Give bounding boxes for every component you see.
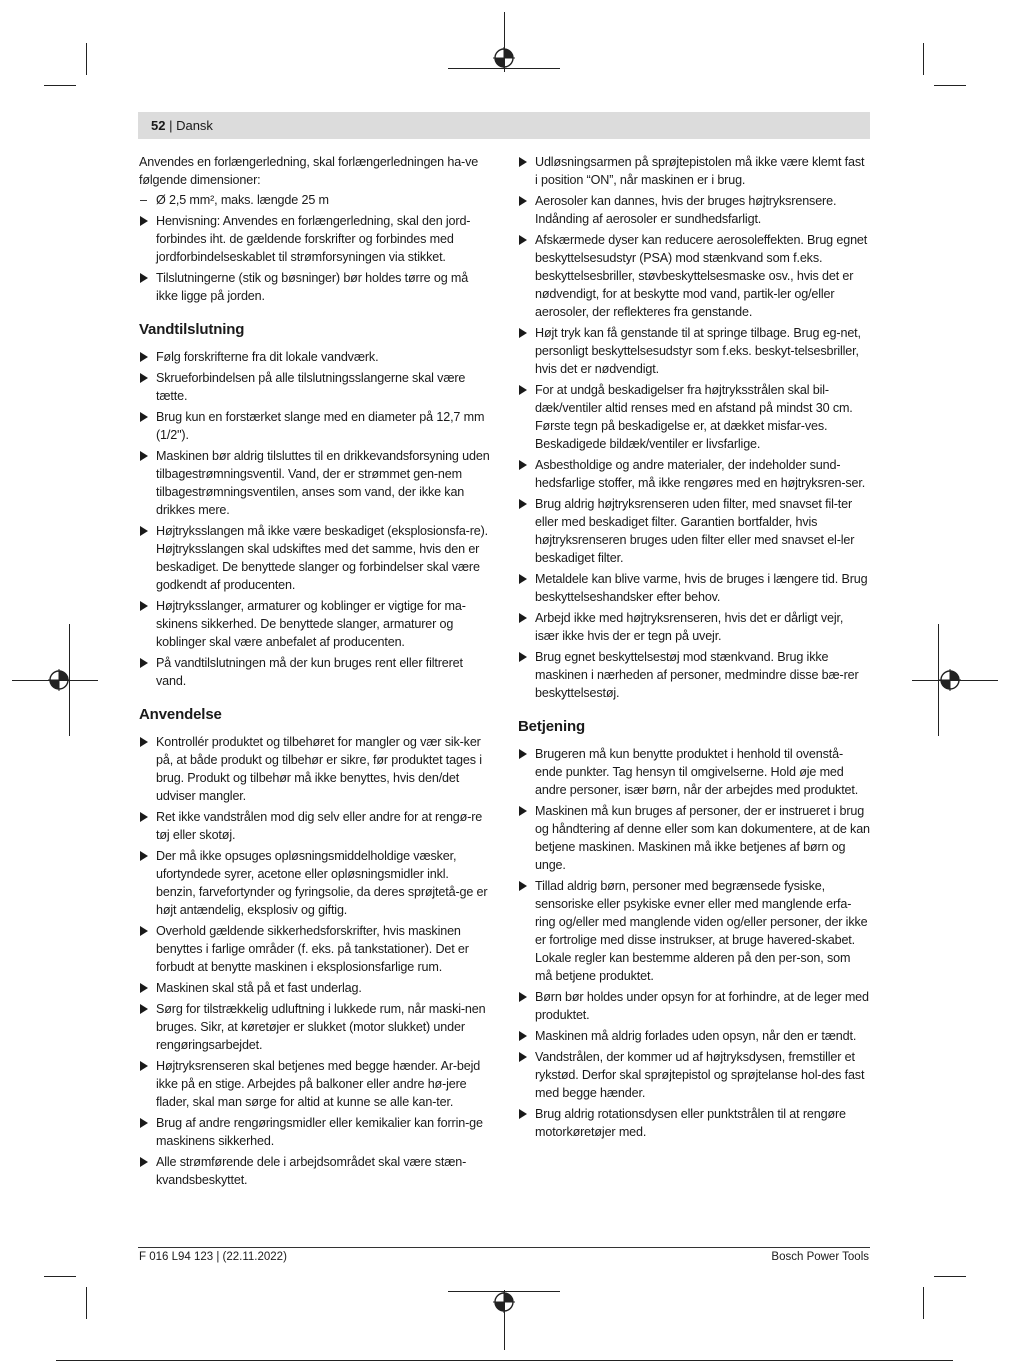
- item-text: Brug egnet beskyttelsestøj mod stænkvand. Brug ikke maskinen i nærheden af personer, medmindre disse bæ-rer beskyttelsestøj.: [535, 650, 859, 700]
- dash-item: [139, 191, 491, 209]
- bullet-item: [518, 456, 870, 492]
- triangle-bullet-icon: [140, 658, 148, 668]
- bullet-item: [518, 381, 870, 453]
- triangle-bullet-icon: [140, 216, 148, 226]
- triangle-bullet-icon: [140, 273, 148, 283]
- triangle-bullet-icon: [519, 1109, 527, 1119]
- triangle-bullet-icon: [519, 196, 527, 206]
- bullet-item: [139, 1000, 491, 1054]
- item-text: Brug af andre rengøringsmidler eller kemikalier kan forrin-ge maskinens sikkerhed.: [156, 1116, 483, 1148]
- triangle-bullet-icon: [140, 352, 148, 362]
- crop-mark: [86, 1287, 87, 1319]
- registration-target-icon: [493, 1291, 515, 1313]
- bullet-item: [139, 847, 491, 919]
- item-text: Metaldele kan blive varme, hvis de bruges i længere tid. Brug beskyttelseshandsker efter behov.: [535, 572, 868, 604]
- item-text: For at undgå beskadigelser fra højtryksstrålen skal bil-dæk/ventiler altid renses med en afstand på mindst 30 cm. Første tegn på beskadigelse er, at dækket misfar-ves. Beskadigede bildæk/ventiler er livsfarlige.: [535, 383, 853, 451]
- page-header: [138, 112, 870, 139]
- bullet-item: [518, 1048, 870, 1102]
- bullet-item: [518, 570, 870, 606]
- bullet-item: [139, 212, 491, 266]
- crop-mark: [86, 43, 87, 75]
- triangle-bullet-icon: [140, 1118, 148, 1128]
- item-text: Asbestholdige og andre materialer, der indeholder sund-hedsfarlige stoffer, må ikke rengøres med en højtryksren-ser.: [535, 458, 866, 490]
- item-text: På vandtilslutningen må der kun bruges rent eller filtreret vand.: [156, 656, 463, 688]
- item-text: Sørg for tilstrækkelig udluftning i lukkede rum, når maski-nen bruges. Sikr, at køretøjer er slukket (motor slukket) under rengøringsarbejdet.: [156, 1002, 486, 1052]
- left-column: [139, 153, 491, 1192]
- footer-brand: Bosch Power Tools: [771, 1251, 869, 1263]
- item-text: Maskinen må aldrig forlades uden opsyn, når den er tændt.: [535, 1029, 857, 1043]
- bullet-item: [139, 979, 491, 997]
- item-text: Maskinen må kun bruges af personer, der er instrueret i brug og håndtering af denne eller som kan dokumentere, at de kan betjene maskinen. Maskinen må ikke betjenes af børn og unge.: [535, 804, 870, 872]
- bullet-item: [518, 324, 870, 378]
- item-text: Ret ikke vandstrålen mod dig selv eller andre for at rengø-re tøj eller skotøj.: [156, 810, 483, 842]
- item-text: Maskinen bør aldrig tilsluttes til en drikkevandsforsyning uden tilbagestrømningsventil. Vand, der er strømmet gen-nem tilbagestrømningsventilen, anses som vand, der ikke kan drikkes mere.: [156, 449, 490, 517]
- triangle-bullet-icon: [140, 737, 148, 747]
- item-text: Højtryksslanger, armaturer og koblinger er vigtige for ma-skinens sikkerhed. De benyttede slanger, armaturer og koblinger skal være anbefalet af producenten.: [156, 599, 466, 649]
- bullet-item: [518, 153, 870, 189]
- paragraph: Anvendes en forlængerledning, skal forlængerledningen ha-ve følgende dimensioner:: [139, 155, 479, 187]
- crop-mark: [44, 1276, 76, 1277]
- bullet-item: [139, 348, 491, 366]
- item-text: Følg forskrifterne fra dit lokale vandværk.: [156, 350, 379, 364]
- triangle-bullet-icon: [140, 1004, 148, 1014]
- triangle-bullet-icon: [519, 235, 527, 245]
- item-text: Overhold gældende sikkerhedsforskrifter, hvis maskinen benyttes i farlige områder (f. eks. på tankstationer). Det er forbudt at benytte maskinen i eksplosionsfarlige rum.: [156, 924, 469, 974]
- registration-target-icon: [493, 47, 515, 69]
- triangle-bullet-icon: [519, 1052, 527, 1062]
- bullet-item: [139, 408, 491, 444]
- bullet-item: [139, 369, 491, 405]
- triangle-bullet-icon: [519, 499, 527, 509]
- section-heading: Vandtilslutning: [139, 321, 245, 338]
- item-text: Brugeren må kun benytte produktet i henhold til ovenstå-ende punkter. Tag hensyn til omgivelserne. Hold øje med andre personer, især børn, når der arbejdes med produktet.: [535, 747, 859, 797]
- triangle-bullet-icon: [519, 749, 527, 759]
- bullet-item: [139, 522, 491, 594]
- bullet-item: [518, 648, 870, 702]
- registration-target-icon: [939, 669, 961, 691]
- item-text: Afskærmede dyser kan reducere aerosoleffekten. Brug egnet beskyttelsesudstyr (PSA) mod stænkvand som f.eks. beskyttelsesbriller, støvbeskyttelsesmaske osv., hvis det er nødvendigt, for at beskytte mod vand, partik-ler og/eller aerosoler, der reflekteres fra genstande.: [535, 233, 868, 319]
- crop-mark: [923, 1287, 924, 1319]
- item-text: Arbejd ikke med højtryksrenseren, hvis det er dårligt vejr, især ikke hvis der er tegn på uvejr.: [535, 611, 844, 643]
- triangle-bullet-icon: [140, 526, 148, 536]
- registration-target-icon: [48, 669, 70, 691]
- item-text: Brug kun en forstærket slange med en diameter på 12,7 mm (1/2").: [156, 410, 485, 442]
- bullet-item: [139, 1114, 491, 1150]
- bullet-item: [139, 654, 491, 690]
- crop-mark: [934, 85, 966, 86]
- triangle-bullet-icon: [140, 1061, 148, 1071]
- page-header-text: [151, 118, 213, 134]
- page-number: 52: [151, 118, 166, 133]
- triangle-bullet-icon: [519, 157, 527, 167]
- bullet-item: [518, 495, 870, 567]
- triangle-bullet-icon: [519, 881, 527, 891]
- bullet-item: [139, 447, 491, 519]
- item-text: Vandstrålen, der kommer ud af højtryksdysen, fremstiller et rykstød. Derfor skal sprøjtepistol og sprøjtelanse hol-des fast med begge hænder.: [535, 1050, 865, 1100]
- bullet-item: [139, 597, 491, 651]
- crop-mark: [923, 43, 924, 75]
- header-separator: |: [165, 118, 177, 133]
- item-text: Højtryksslangen må ikke være beskadiget (eksplosionsfa-re). Højtryksslangen skal udskiftes med det samme, hvis den er beskadiget. De benyttede slanger og forbindelser skal være godkendt af producenten.: [156, 524, 489, 592]
- triangle-bullet-icon: [140, 926, 148, 936]
- triangle-bullet-icon: [519, 460, 527, 470]
- item-text: Udløsningsarmen på sprøjtepistolen må ikke være klemt fast i position “ON”, når maskinen er i brug.: [535, 155, 865, 187]
- bullet-item: [139, 808, 491, 844]
- triangle-bullet-icon: [519, 992, 527, 1002]
- triangle-bullet-icon: [140, 983, 148, 993]
- item-text: Alle strømførende dele i arbejdsområdet skal være stæn-kvandsbeskyttet.: [156, 1155, 467, 1187]
- bullet-item: [518, 745, 870, 799]
- item-text: Kontrollér produktet og tilbehøret for mangler og vær sik-ker på, at både produkt og tilbehør er sikre, før produktet tages i brug. Produkt og tilbehør må ikke benyttes, hvis den/det udviser mangler.: [156, 735, 482, 803]
- triangle-bullet-icon: [519, 385, 527, 395]
- triangle-bullet-icon: [519, 574, 527, 584]
- item-text: Der må ikke opsuges opløsningsmiddelholdige væsker, ufortyndede syrer, acetone eller opløsningsmidler inkl. benzin, farvefortynder og fyringsolie, da deres sprøjtetå-ge er højt antændelig, eksplosiv og giftig.: [156, 849, 488, 917]
- triangle-bullet-icon: [140, 1157, 148, 1167]
- bullet-item: [518, 877, 870, 985]
- triangle-bullet-icon: [519, 613, 527, 623]
- bullet-item: [139, 1153, 491, 1189]
- item-text: Henvisning: Anvendes en forlængerledning, skal den jord-forbindes iht. de gældende forskrifter og forbindes med jordforbindelseskablet til strømforsyningen via stikket.: [156, 214, 471, 264]
- item-text: Højt tryk kan få genstande til at springe tilbage. Brug eg-net, personligt beskyttelsesudstyr som f.eks. beskyt-telsesbriller, hvis det er nødvendigt.: [535, 326, 861, 376]
- item-text: Skrueforbindelsen på alle tilslutningsslangerne skal være tætte.: [156, 371, 466, 403]
- header-language: Dansk: [176, 118, 213, 133]
- bullet-item: [518, 192, 870, 228]
- triangle-bullet-icon: [519, 1031, 527, 1041]
- bullet-item: [139, 1057, 491, 1111]
- bullet-item: [518, 1105, 870, 1141]
- crop-mark: [934, 1276, 966, 1277]
- item-text: Tillad aldrig børn, personer med begrænsede fysiske, sensoriske eller psykiske evner eller med manglende erfa-ring og/eller med manglende viden og/eller personer, der ikke er fortrolige med disse instrukser, at bruge havered-skabet. Lokale regler kan bestemme alderen på den per-son, som må betjene produktet.: [535, 879, 868, 983]
- bullet-item: [518, 802, 870, 874]
- section-heading: Betjening: [518, 718, 585, 735]
- triangle-bullet-icon: [140, 812, 148, 822]
- bullet-item: [518, 609, 870, 645]
- bullet-item: [518, 231, 870, 321]
- triangle-bullet-icon: [140, 451, 148, 461]
- triangle-bullet-icon: [519, 806, 527, 816]
- triangle-bullet-icon: [140, 851, 148, 861]
- bullet-item: [139, 269, 491, 305]
- item-text: Børn bør holdes under opsyn for at forhindre, at de leger med produktet.: [535, 990, 869, 1022]
- triangle-bullet-icon: [519, 328, 527, 338]
- triangle-bullet-icon: [140, 601, 148, 611]
- bullet-item: [139, 922, 491, 976]
- right-column: [518, 153, 870, 1144]
- item-text: Brug aldrig rotationsdysen eller punktstrålen til at rengøre motorkøretøjer med.: [535, 1107, 846, 1139]
- triangle-bullet-icon: [519, 652, 527, 662]
- item-text: Aerosoler kan dannes, hvis der bruges højtryksrensere. Indånding af aerosoler er sundhedsfarligt.: [535, 194, 837, 226]
- dash-icon: –: [140, 193, 147, 207]
- crop-mark: [44, 85, 76, 86]
- bullet-item: [518, 1027, 870, 1045]
- item-text: Brug aldrig højtryksrenseren uden filter, med snavset fil-ter eller med beskadiget filter. Garantien bortfalder, hvis højtryksrenseren bruges uden filter eller med snavset el-ler beskadiget filter.: [535, 497, 855, 565]
- footer-rule: [138, 1247, 870, 1248]
- triangle-bullet-icon: [140, 412, 148, 422]
- item-text: Maskinen skal stå på et fast underlag.: [156, 981, 362, 995]
- footer-doc-id: F 016 L94 123 | (22.11.2022): [139, 1251, 287, 1263]
- triangle-bullet-icon: [140, 373, 148, 383]
- section-heading: Anvendelse: [139, 706, 222, 723]
- bullet-item: [139, 733, 491, 805]
- item-text: Tilslutningerne (stik og bøsninger) bør holdes tørre og må ikke ligge på jorden.: [156, 271, 469, 303]
- bullet-item: [518, 988, 870, 1024]
- item-text: Ø 2,5 mm², maks. længde 25 m: [156, 193, 329, 207]
- item-text: Højtryksrenseren skal betjenes med begge hænder. Ar-bejd ikke på en stige. Arbejdes på balkoner eller andre hø-jere flader, skal man sørge for altid at kunne se alle kan-ter.: [156, 1059, 481, 1109]
